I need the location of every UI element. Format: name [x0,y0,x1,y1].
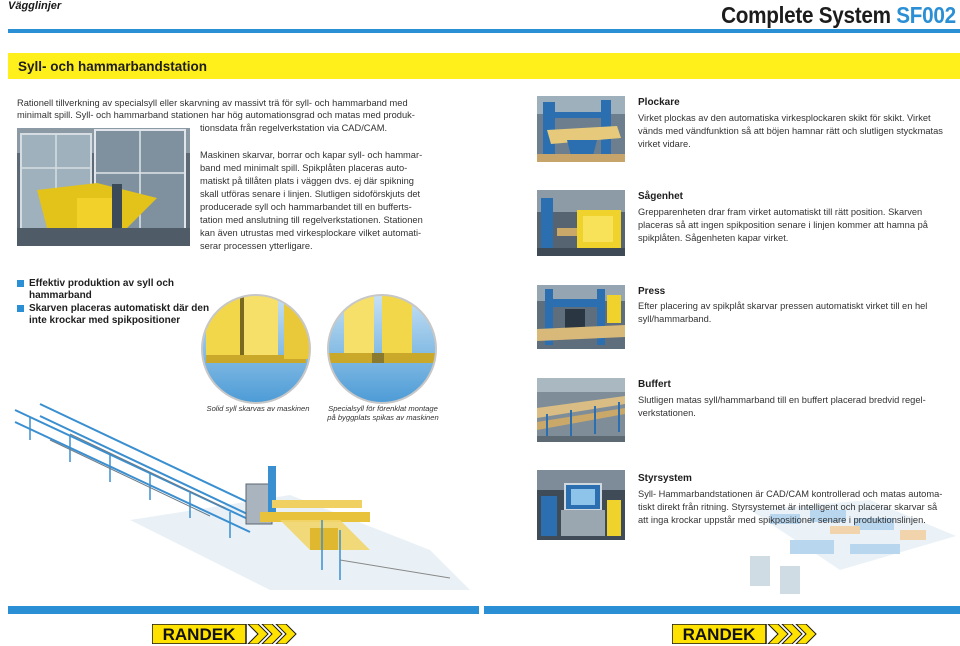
section-text-line: Syll- Hammarbandstationen är CAD/CAM kontrollerad och matas automa- [638,489,943,499]
section-text-line: placeras så att ingen spikposition senare i linjen kommer att hamna på [638,220,928,230]
bullet-text-line-2: inte krockar med spikpositioner [29,315,181,326]
section-banner [8,53,960,79]
randek-logo-text: RANDEK [162,625,236,644]
nailing-detail-illustration [326,293,438,405]
section-text-line: virket vidare. [638,139,691,149]
randek-logo-text: RANDEK [682,625,756,644]
bullet-text: Effektiv produktion av syll och hammarband [29,278,175,301]
header-rule [8,29,960,33]
buffer-photo [537,378,625,442]
intro-line-1: Rationell tillverkning av specialsyll eller skarvning av massivt trä för syll- och hammarband med [17,98,408,108]
control-system-photo [537,470,625,540]
description-line-4: skall utföras senare i linjen. Slutligen sidoförskjuts det [200,189,421,199]
document-title [721,2,956,29]
description-line-6: tation med anslutning till regelverkstationen. Stationen [200,215,423,225]
caption-special-sill-line-2: på byggplats spikas av maskinen [327,413,439,422]
section-text-line: Efter placering av spikplåt skarvar pressen automatiskt virket till en hel [638,301,928,311]
section-banner-title: Syll- och hammarbandstation [18,59,208,74]
bullet-square-icon [17,280,24,287]
production-line-illustration [10,400,470,590]
description-line-8: serar processen ytterligare. [200,241,313,251]
section-text-line: spikplåten. Sågenheten kapar virket. [638,233,789,243]
section-text-line: verkstationen. [638,408,696,418]
description-line-5: producerade syll och hammarbandet till en bufferts- [200,202,412,212]
section-text-line: Slutligen matas syll/hammarband till en buffert placerad bredvid regel- [638,395,926,405]
section-title-buffer: Buffert [638,379,671,390]
bullet-square-icon [17,305,24,312]
saw-unit-photo [537,190,625,256]
randek-logo-right [672,624,820,644]
section-text-line: syll/hammarband. [638,314,712,324]
section-text-line: vänds med vändfunktion så att böjen hamnar rätt och slutligen styckmatas [638,126,943,136]
machine-photo [17,128,190,246]
randek-logo-left [152,624,300,644]
press-photo [537,285,625,349]
section-text-line: Virket plockas av den automatiska virkesplockaren skikt för skikt. Virket [638,113,931,123]
footer-rule-left [8,606,479,614]
description-line-1: Maskinen skarvar, borrar och kapar syll- och hammar- [200,150,423,160]
section-title-picker: Plockare [638,97,680,108]
caption-solid-sill: Solid syll skarvas av maskinen [206,404,310,413]
footer-rule-right [484,606,960,614]
description-line-3: matiskt på tillåten plats i väggen dvs. ej där spikning [200,176,414,186]
document-title-prefix: Complete System [721,2,897,28]
description-line-2: band med minimalt spill. Spikplåten placeras auto- [200,163,408,173]
section-text-line: tiskt direkt från ritning. Styrsystemet är intelligent och placerar skarvar så [638,502,938,512]
intro-line-2: minimalt spill. Syll- och hammarband stationen har hög automationsgrad och matas med produk- [17,110,415,120]
section-text-line: att inga krockar uppstår med spikpositioner senare i produktionslinjen. [638,515,926,525]
bullet-text-line-1: Skarven placeras automatiskt där den [29,303,210,314]
picker-photo [537,96,625,162]
caption-special-sill-line-1: Specialsyll för förenklat montage [328,404,438,413]
document-title-code: SF002 [896,2,956,28]
section-title-control-system: Styrsystem [638,473,692,484]
section-title-saw-unit: Sågenhet [638,191,684,202]
section-tag: Vägglinjer [8,0,62,12]
section-title-press: Press [638,286,666,297]
intro-line-3: tionsdata från regelverkstation via CAD/CAM. [200,123,388,133]
joint-detail-illustration [200,293,312,405]
section-text-line: Grepparenheten drar fram virket automatiskt till rätt position. Skarven [638,207,923,217]
description-line-7: kan även utrustas med virkesplockare vilket automati- [200,228,422,238]
